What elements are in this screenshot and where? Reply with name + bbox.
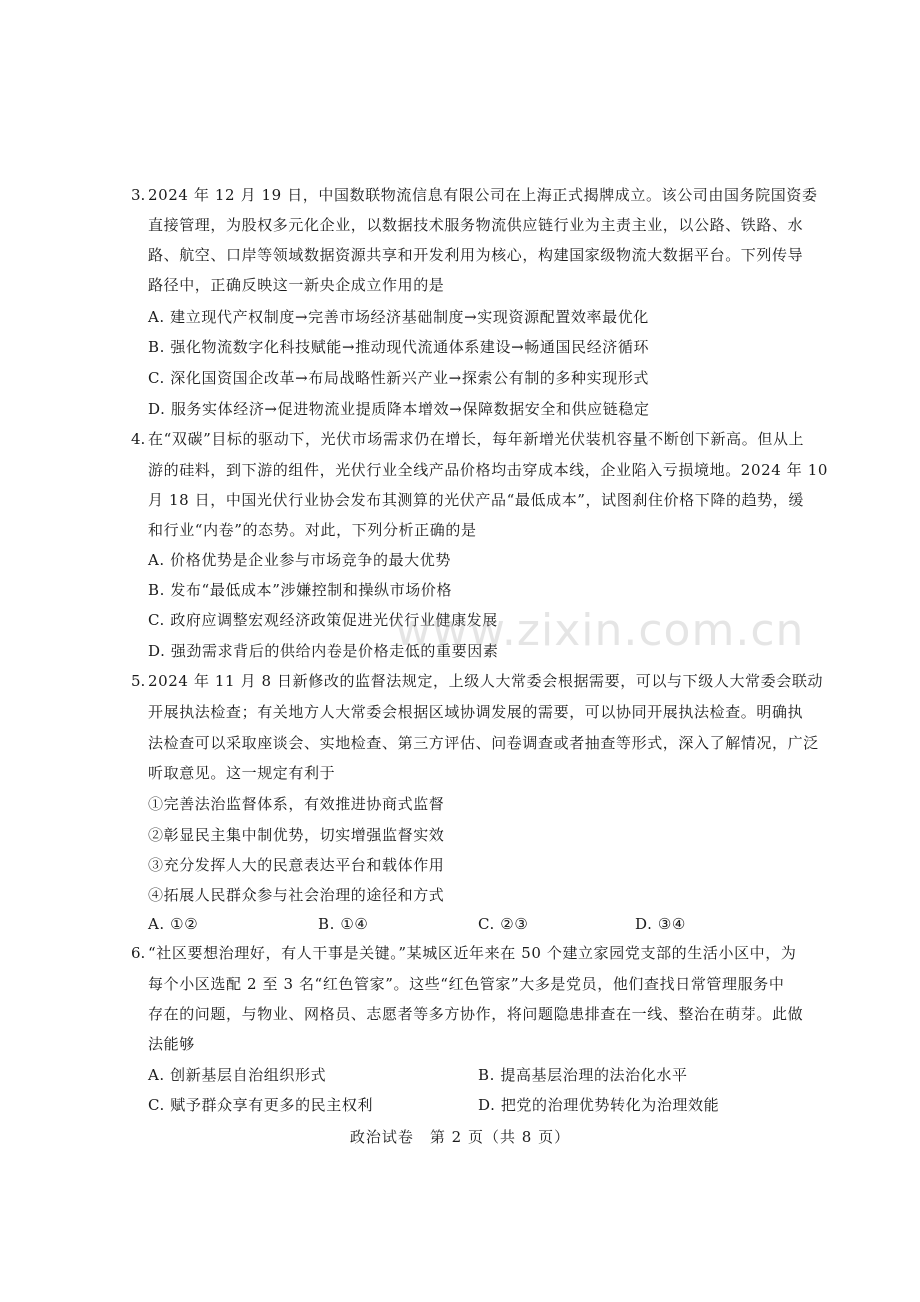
- question-stem-line: 听取意见。这一规定有利于: [148, 764, 336, 782]
- option-c: C. 赋予群众享有更多的民主权利: [148, 1096, 374, 1114]
- option-b: B. 强化物流数字化科技赋能→推动现代流通体系建设→畅通国民经济循环: [148, 338, 650, 356]
- question-number: 3.: [131, 186, 146, 204]
- question-stem-line: 2024 年 11 月 8 日新修改的监督法规定，上级人大常委会根据需要，可以与下级人大常委会联动: [148, 672, 824, 690]
- option-a: A. 价格优势是企业参与市场竞争的最大优势: [148, 551, 451, 569]
- option-d: D. 服务实体经济→促进物流业提质降本增效→保障数据安全和供应链稳定: [148, 400, 650, 418]
- question-stem-line: 游的硅料，到下游的组件，光伏行业全线产品价格均击穿成本线，企业陷入亏损境地。2024 年 10: [148, 461, 829, 479]
- statement-2: ②彰显民主集中制优势，切实增强监督实效: [148, 826, 445, 844]
- question-number: 6.: [131, 944, 146, 962]
- option-d: D. 强劲需求背后的供给内卷是价格走低的重要因素: [148, 642, 499, 660]
- question-stem-line: 存在的问题，与物业、网格员、志愿者等多方协作，将问题隐患排查在一线、整治在萌芽。此做: [148, 1005, 804, 1023]
- option-a: A. 建立现代产权制度→完善市场经济基础制度→实现资源配置效率最优化: [148, 308, 649, 326]
- question-stem-line: 直接管理，为股权多元化企业，以数据技术服务物流供应链行业为主责主业，以公路、铁路、水: [148, 216, 804, 234]
- option-b: B. 发布“最低成本”涉嫌控制和操纵市场价格: [148, 581, 453, 599]
- option-b: B. ①④: [318, 915, 369, 933]
- question-stem-line: 法检查可以采取座谈会、实地检查、第三方评估、问卷调查或者抽查等形式，深入了解情况，广泛: [148, 734, 819, 752]
- option-a: A. ①②: [148, 915, 199, 933]
- option-c: C. 政府应调整宏观经济政策促进光伏行业健康发展: [148, 611, 498, 629]
- statement-1: ①完善法治监督体系，有效推进协商式监督: [148, 795, 445, 813]
- option-d: D. ③④: [635, 915, 686, 933]
- question-number: 4.: [131, 430, 146, 448]
- watermark: www.zixin.com.cn: [395, 605, 805, 656]
- question-stem-line: 路、航空、口岸等领域数据资源共享和开发利用为核心，构建国家级物流大数据平台。下列传导: [148, 246, 804, 264]
- question-stem-line: 开展执法检查；有关地方人大常委会根据区域协调发展的需要，可以协同开展执法检查。明确执: [148, 703, 804, 721]
- question-stem-line: 月 18 日，中国光伏行业协会发布其测算的光伏产品“最低成本”，试图刹住价格下降的趋势，缓: [148, 491, 804, 509]
- statement-4: ④拓展人民群众参与社会治理的途径和方式: [148, 886, 445, 904]
- question-stem-line: 2024 年 12 月 19 日，中国数联物流信息有限公司在上海正式揭牌成立。该公司由国务院国资委: [148, 186, 818, 204]
- option-d: D. 把党的治理优势转化为治理效能: [478, 1096, 720, 1114]
- page-footer: 政治试卷 第 2 页（共 8 页）: [349, 1128, 571, 1146]
- question-stem-line: 在“双碳”目标的驱动下，光伏市场需求仍在增长，每年新增光伏装机容量不断创下新高。但从上: [148, 430, 805, 448]
- question-stem-line: 每个小区选配 2 至 3 名“红色管家”。这些“红色管家”大多是党员，他们查找日常管理服务中: [148, 975, 785, 993]
- option-b: B. 提高基层治理的法治化水平: [478, 1066, 688, 1084]
- option-c: C. ②③: [478, 915, 529, 933]
- option-a: A. 创新基层自治组织形式: [148, 1066, 327, 1084]
- question-stem-line: 和行业“内卷”的态势。对此，下列分析正确的是: [148, 521, 477, 539]
- question-stem-line: 法能够: [148, 1035, 195, 1053]
- question-stem-line: “社区要想治理好，有人干事是关键。”某城区近年来在 50 个建立家园党支部的生活小区中，为: [148, 944, 797, 962]
- question-number: 5.: [131, 672, 146, 690]
- statement-3: ③充分发挥人大的民意表达平台和载体作用: [148, 856, 445, 874]
- option-c: C. 深化国资国企改革→布局战略性新兴产业→探索公有制的多种实现形式: [148, 369, 650, 387]
- question-stem-line: 路径中，正确反映这一新央企成立作用的是: [148, 276, 445, 294]
